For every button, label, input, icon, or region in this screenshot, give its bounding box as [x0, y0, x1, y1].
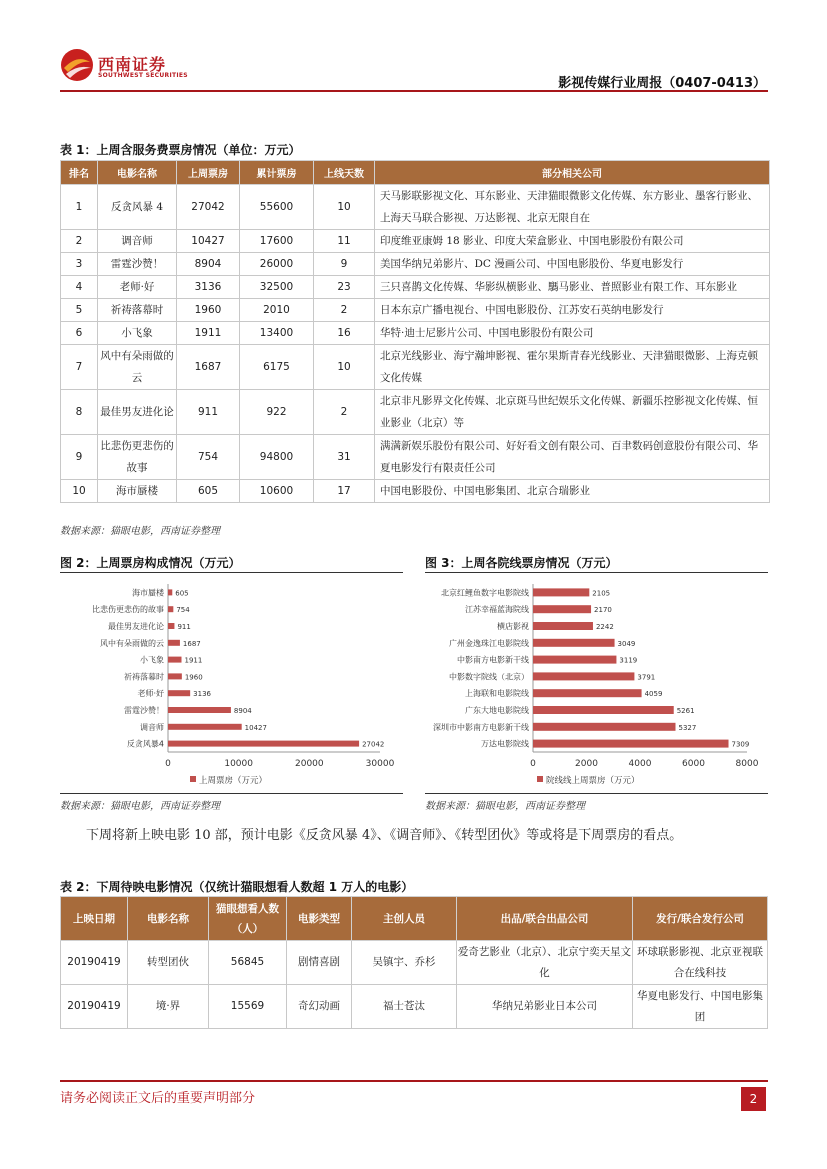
chart1-title: 图 2：上周票房构成情况（万元） — [60, 556, 241, 570]
data-label: 27042 — [362, 740, 385, 749]
table-cell: 三只喜鹊文化传媒、华影纵横影业、騳马影业、普照影业有限工作、耳东影业 — [375, 276, 770, 299]
category-label: 反贪风暴4 — [126, 739, 164, 749]
chart-bar — [533, 605, 591, 613]
table-cell: 北京非凡影界文化传媒、北京斑马世纪娱乐文化传媒、新疆乐控影视文化传媒、恒业影业（北京）等 — [375, 390, 770, 435]
table-cell: 32500 — [240, 276, 314, 299]
table-cell: 雷霆沙赞！ — [98, 253, 177, 276]
chart1-source: 数据来源：猫眼电影，西南证券整理 — [60, 801, 220, 812]
chart-bar — [533, 672, 634, 680]
table-cell: 2 — [314, 299, 375, 322]
box-office-table — [60, 160, 770, 503]
table-cell: 911 — [177, 390, 240, 435]
chart2-title: 图 3：上周各院线票房情况（万元） — [425, 556, 618, 570]
column-header: 电影类型 — [287, 897, 352, 941]
table-cell: 福士苍汰 — [352, 985, 457, 1029]
legend-label: 上周票房（万元） — [199, 776, 268, 786]
table-cell: 爱奇艺影业（北京）、北京宁奕天星文化 — [457, 941, 633, 985]
chart-bar — [533, 689, 642, 697]
category-label: 比悲伤更悲伤的故事 — [92, 605, 164, 615]
upcoming-films-table — [60, 896, 768, 1029]
table-cell: 8904 — [177, 253, 240, 276]
table2-caption: 表 2：下周待映电影情况（仅统计猫眼想看人数超 1 万人的电影） — [60, 880, 414, 894]
chart-bar — [168, 640, 180, 646]
table-cell: 10600 — [240, 480, 314, 503]
category-label: 最佳男友进化论 — [108, 622, 164, 631]
table-cell: 56845 — [209, 941, 287, 985]
table-cell: 2 — [61, 230, 98, 253]
category-label: 海市蜃楼 — [132, 588, 164, 598]
table-cell: 日本东京广播电视台、中国电影股份、江苏安石英纳电影发行 — [375, 299, 770, 322]
category-label: 中影数字院线（北京） — [449, 672, 529, 682]
table-row — [61, 299, 770, 322]
category-label: 调音师 — [140, 722, 164, 732]
table-cell: 10 — [61, 480, 98, 503]
data-label: 911 — [177, 623, 191, 631]
footer-disclaimer: 请务必阅读正文后的重要声明部分 — [60, 1091, 256, 1106]
category-label: 上海联和电影院线 — [465, 689, 529, 699]
table-row — [61, 276, 770, 299]
data-label: 1687 — [182, 639, 201, 648]
data-label: 1960 — [184, 673, 203, 682]
chart-bar — [533, 740, 729, 748]
company-logo — [60, 48, 220, 86]
report-title: 影视传媒行业周报（0407-0413） — [558, 76, 766, 91]
tick-label: 4000 — [628, 759, 652, 769]
box-office-composition-chart — [60, 574, 403, 794]
table-row — [61, 435, 770, 480]
table-cell: 15569 — [209, 985, 287, 1029]
data-label: 10427 — [244, 723, 267, 732]
data-label: 3136 — [193, 690, 211, 699]
table-row — [61, 941, 768, 985]
table-row — [61, 480, 770, 503]
table-cell: 老师·好 — [98, 276, 177, 299]
table-cell: 11 — [314, 230, 375, 253]
chart-bar — [168, 673, 182, 679]
chart-bar — [168, 707, 231, 713]
table-cell: 1911 — [177, 322, 240, 345]
table-row — [61, 253, 770, 276]
table-cell: 1960 — [177, 299, 240, 322]
data-label: 3791 — [637, 673, 656, 682]
table-row — [61, 985, 768, 1029]
table-cell: 10427 — [177, 230, 240, 253]
table-cell: 9 — [314, 253, 375, 276]
tick-label: 2000 — [575, 759, 598, 769]
table-row — [61, 185, 770, 230]
logo-mark-icon — [60, 48, 94, 82]
table-cell: 4 — [61, 276, 98, 299]
table-cell: 2 — [314, 390, 375, 435]
tick-label: 30000 — [365, 759, 395, 769]
table-cell: 922 — [240, 390, 314, 435]
table-cell: 1687 — [177, 345, 240, 390]
chart-bar — [168, 606, 173, 612]
table-row — [61, 230, 770, 253]
page-header — [60, 44, 768, 92]
data-label: 4059 — [644, 690, 663, 699]
table-cell: 3136 — [177, 276, 240, 299]
table-cell: 23 — [314, 276, 375, 299]
category-label: 中影南方电影新干线 — [457, 655, 529, 665]
page-number: 2 — [741, 1087, 766, 1111]
chart-bar — [168, 741, 359, 747]
table-cell: 5 — [61, 299, 98, 322]
chart2-source: 数据来源：猫眼电影，西南证券整理 — [425, 801, 585, 812]
table-cell: 最佳男友进化论 — [98, 390, 177, 435]
table-cell: 华纳兄弟影业日本公司 — [457, 985, 633, 1029]
category-label: 北京红鲤鱼数字电影院线 — [441, 588, 529, 598]
column-header: 猫眼想看人数（人） — [209, 897, 287, 941]
category-label: 万达电影院线 — [481, 739, 529, 749]
category-label: 广州金逸珠江电影院线 — [449, 638, 529, 648]
table-cell: 环球联影影视、北京亚视联合在线科技 — [633, 941, 768, 985]
table-cell: 比悲伤更悲伤的故事 — [98, 435, 177, 480]
tick-label: 20000 — [295, 759, 324, 769]
table-header-row — [61, 897, 768, 941]
table-cell: 3 — [61, 253, 98, 276]
table-cell: 94800 — [240, 435, 314, 480]
table-cell: 10 — [314, 345, 375, 390]
table-cell: 北京光线影业、海宁瀚坤影视、霍尔果斯青春光线影业、天津猫眼微影、上海克顿文化传媒 — [375, 345, 770, 390]
data-label: 2170 — [594, 606, 612, 615]
category-label: 雷霆沙赞！ — [124, 706, 164, 715]
chart-bar — [533, 723, 675, 731]
data-label: 8904 — [233, 707, 252, 715]
table1-source: 数据来源：猫眼电影，西南证券整理 — [60, 526, 220, 537]
category-label: 深圳市中影南方电影新干线 — [433, 722, 529, 732]
table-cell: 1 — [61, 185, 98, 230]
chart-bar — [533, 588, 589, 596]
column-header: 上周票房 — [177, 161, 240, 185]
tick-label: 6000 — [682, 759, 705, 769]
table1-caption: 表 1：上周含服务费票房情况（单位：万元） — [60, 143, 301, 157]
column-header: 上线天数 — [314, 161, 375, 185]
table-cell: 印度维亚康姆 18 影业、印度大荣盒影业、中国电影股份有限公司 — [375, 230, 770, 253]
category-label: 江苏幸福蓝海院线 — [465, 605, 529, 615]
table-cell: 55600 — [240, 185, 314, 230]
data-label: 5327 — [678, 723, 697, 732]
category-label: 小飞象 — [140, 655, 164, 665]
table-cell: 8 — [61, 390, 98, 435]
table-cell: 海市蜃楼 — [98, 480, 177, 503]
category-label: 横店影视 — [497, 622, 529, 631]
tick-label: 10000 — [224, 759, 253, 769]
table-cell: 祈祷落幕时 — [98, 299, 177, 322]
table-cell: 16 — [314, 322, 375, 345]
table-cell: 754 — [177, 435, 240, 480]
chart-bar — [168, 589, 172, 595]
table-header-row — [61, 161, 770, 185]
column-header: 上映日期 — [61, 897, 128, 941]
column-header: 主创人员 — [352, 897, 457, 941]
legend-label: 院线线上周票房（万元） — [546, 776, 640, 786]
table-cell: 境·界 — [128, 985, 209, 1029]
data-label: 5261 — [676, 707, 695, 715]
chart-bar — [533, 656, 616, 664]
chart-bar — [533, 639, 615, 647]
table-cell: 奇幻动画 — [287, 985, 352, 1029]
column-header: 累计票房 — [240, 161, 314, 185]
table-cell: 天马影联影视文化、耳东影业、天津猫眼微影文化传媒、东方影业、墨客行影业、上海天马联合影视、万达影视、北京无限自在 — [375, 185, 770, 230]
data-label: 7309 — [731, 740, 750, 749]
table-cell: 6 — [61, 322, 98, 345]
table-cell: 美国华纳兄弟影片、DC 漫画公司、中国电影股份、华夏电影发行 — [375, 253, 770, 276]
table-cell: 满满新娱乐股份有限公司、好好看文创有限公司、百聿数码创意股份有限公司、华夏电影发行有限责任公司 — [375, 435, 770, 480]
table-cell: 华夏电影发行、中国电影集团 — [633, 985, 768, 1029]
column-header: 电影名称 — [128, 897, 209, 941]
table-row — [61, 345, 770, 390]
table-cell: 转型团伙 — [128, 941, 209, 985]
table-cell: 13400 — [240, 322, 314, 345]
table-cell: 中国电影股份、中国电影集团、北京合瑞影业 — [375, 480, 770, 503]
table-cell: 17 — [314, 480, 375, 503]
table-cell: 605 — [177, 480, 240, 503]
legend-swatch — [190, 776, 196, 782]
chart-bar — [168, 724, 242, 730]
chart-bar — [168, 657, 182, 663]
data-label: 3119 — [619, 656, 638, 665]
column-header: 排名 — [61, 161, 98, 185]
category-label: 广东大地电影院线 — [465, 706, 529, 715]
table-cell: 调音师 — [98, 230, 177, 253]
table-row — [61, 390, 770, 435]
table-cell: 小飞象 — [98, 322, 177, 345]
chart-bar — [168, 690, 190, 696]
table-cell: 风中有朵雨做的云 — [98, 345, 177, 390]
column-header: 部分相关公司 — [375, 161, 770, 185]
table-cell: 9 — [61, 435, 98, 480]
table-cell: 6175 — [240, 345, 314, 390]
table-cell: 反贪风暴 4 — [98, 185, 177, 230]
category-label: 老师·好 — [137, 689, 164, 699]
table-cell: 26000 — [240, 253, 314, 276]
tick-label: 0 — [165, 759, 171, 769]
table-cell: 吴镇宇、乔杉 — [352, 941, 457, 985]
body-paragraph: 下周将新上映电影 10 部，预计电影《反贪风暴 4》、《调音师》、《转型团伙》等或将是下周票房的看点。 — [86, 828, 683, 843]
chart-bar — [168, 623, 174, 629]
data-label: 3049 — [617, 639, 636, 648]
table-cell: 17600 — [240, 230, 314, 253]
data-label: 2242 — [595, 623, 614, 631]
column-header: 发行/联合发行公司 — [633, 897, 768, 941]
table-row — [61, 322, 770, 345]
table-cell: 20190419 — [61, 985, 128, 1029]
theater-chain-chart — [425, 574, 768, 794]
data-label: 605 — [175, 589, 189, 598]
tick-label: 0 — [530, 759, 536, 769]
tick-label: 8000 — [735, 759, 759, 769]
data-label: 1911 — [184, 656, 203, 665]
table-cell: 31 — [314, 435, 375, 480]
data-label: 754 — [176, 606, 190, 615]
table-cell: 华特·迪士尼影片公司、中国电影股份有限公司 — [375, 322, 770, 345]
table-cell: 剧情喜剧 — [287, 941, 352, 985]
table-cell: 10 — [314, 185, 375, 230]
category-label: 风中有朵雨做的云 — [100, 638, 164, 648]
column-header: 出品/联合出品公司 — [457, 897, 633, 941]
chart-bar — [533, 622, 593, 630]
footer-rule — [60, 1080, 768, 1082]
column-header: 电影名称 — [98, 161, 177, 185]
legend-swatch — [537, 776, 543, 782]
logo-text-cn: 西南证券 — [98, 55, 167, 74]
table-cell: 2010 — [240, 299, 314, 322]
chart-bar — [533, 706, 674, 714]
table-cell: 27042 — [177, 185, 240, 230]
logo-text-en: SOUTHWEST SECURITIES — [98, 72, 188, 79]
table-cell: 7 — [61, 345, 98, 390]
table-cell: 20190419 — [61, 941, 128, 985]
data-label: 2105 — [592, 589, 611, 598]
category-label: 祈祷落幕时 — [124, 672, 164, 682]
